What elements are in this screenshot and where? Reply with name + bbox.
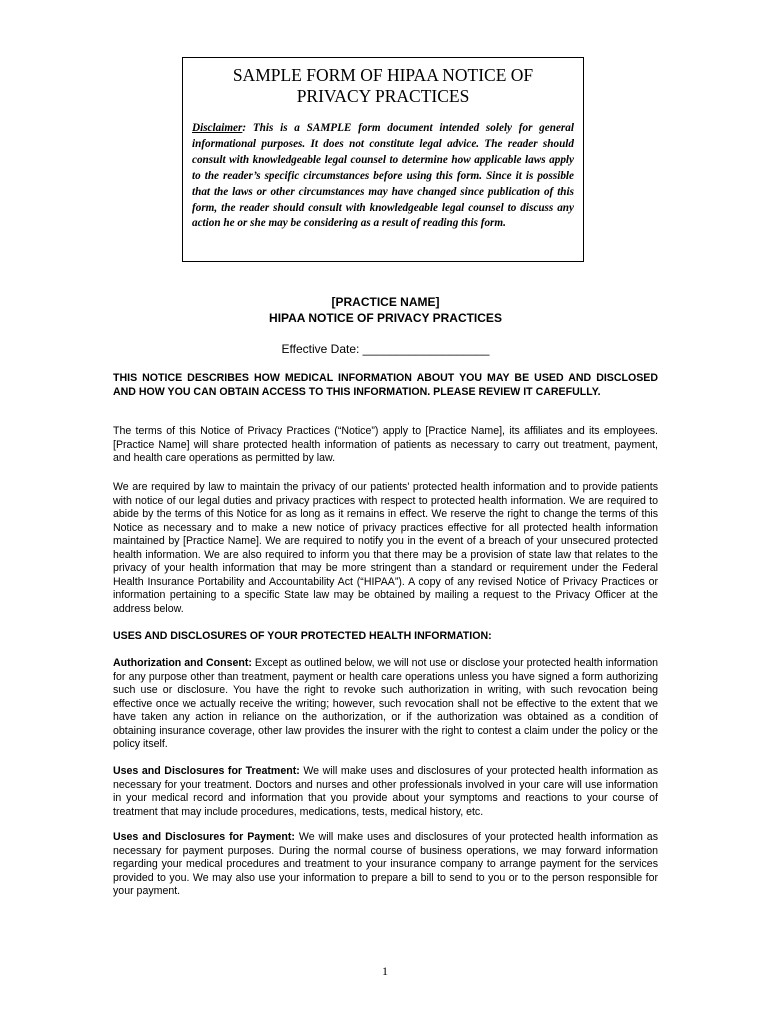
notice-title: HIPAA NOTICE OF PRIVACY PRACTICES [269, 311, 502, 325]
effective-date: Effective Date: ___________________ [281, 342, 490, 356]
terms-paragraph: The terms of this Notice of Privacy Practices (“Notice”) apply to [Practice Name], its affiliates and its employees. [Practice Name] will share protected health information of patients as necessary to carry out treatment, payment, and health care operations as permitted by law. [113, 425, 658, 465]
form-title [192, 65, 574, 107]
page-number: 1 [382, 964, 388, 978]
authorization-lead: Authorization and Consent: [113, 657, 252, 669]
disclaimer-paragraph [192, 121, 574, 232]
authorization-paragraph [113, 657, 658, 752]
payment-text: We will make uses and disclosures of your protected health information as necessary for payment purposes. During the normal course of business operations, we may forward information regarding your medical procedures and treatment to your insurance company to arrange payment for the services provided to you. We may also use your information to prepare a bill to send to you or to the person responsible for your payment. [113, 831, 658, 898]
payment-paragraph [113, 831, 658, 899]
disclaimer-label: Disclaimer [192, 122, 243, 134]
notice-statement: THIS NOTICE DESCRIBES HOW MEDICAL INFORMATION ABOUT YOU MAY BE USED AND DISCLOSED AND HOW YOU CAN OBTAIN ACCESS TO THIS INFORMATION. PLEASE REVIEW IT CAREFULLY. [113, 372, 658, 398]
form-title-line-1: SAMPLE FORM OF HIPAA NOTICE OF [232, 65, 534, 85]
disclaimer-box [182, 57, 584, 262]
treatment-paragraph [113, 765, 658, 819]
practice-name: [PRACTICE NAME] [331, 295, 440, 309]
disclaimer-body: : This is a SAMPLE form document intended solely for general informational purposes. It does not constitute legal advice. The reader should consult with knowledgeable legal counsel to determine how applicable laws apply to the reader’s specific circumstances before using this form. Since it is possible that the laws or other circumstances may have changed since publication of this form, the reader should consult with knowledgeable legal counsel to discuss any action he or she may be considering as a result of reading this form. [192, 122, 574, 230]
uses-disclosures-heading: USES AND DISCLOSURES OF YOUR PROTECTED HEALTH INFORMATION: [113, 630, 492, 642]
requirements-paragraph: We are required by law to maintain the privacy of our patients' protected health information and to provide patients with notice of our legal duties and privacy practices with respect to protected health information. We are required to abide by the terms of this Notice for as long as it remains in effect. We reserve the right to change the terms of this Notice as necessary and to make a new notice of privacy practices effective for all protected health information maintained by [Practice Name]. We are required to notify you in the event of a breach of your unsecured protected health information. We are also required to inform you that there may be a provision of state law that relates to the privacy of your health information that may be more stringent than a standard or requirement under the Federal Health Insurance Portability and Accountability Act (“HIPAA”). A copy of any revised Notice of Privacy Practices or information pertaining to a specific State law may be obtained by mailing a request to the Privacy Officer at the address below. [113, 481, 658, 615]
form-title-line-2: PRIVACY PRACTICES [296, 86, 470, 106]
payment-lead: Uses and Disclosures for Payment: [113, 831, 295, 843]
treatment-text: We will make uses and disclosures of your protected health information as necessary for your treatment. Doctors and nurses and other professionals involved in your care will use information in your medical record and information that you provide about your symptoms and reactions to your course of treatment that may include procedures, medications, tests, medical history, etc. [113, 765, 658, 818]
treatment-lead: Uses and Disclosures for Treatment: [113, 765, 300, 777]
authorization-text: Except as outlined below, we will not use or disclose your protected health information for any purpose other than treatment, payment or health care operations unless you have signed a form authorizing such use or disclosure. You have the right to revoke such authorization in writing, with such revocation being effective once we actually receive the writing; however, such revocation shall not be effective to the extent that we have taken any action in reliance on the authorization, or if the authorization was obtained as a condition of obtaining insurance coverage, other law provides the insurer with the right to contest a claim under the policy or the policy itself. [113, 657, 658, 751]
